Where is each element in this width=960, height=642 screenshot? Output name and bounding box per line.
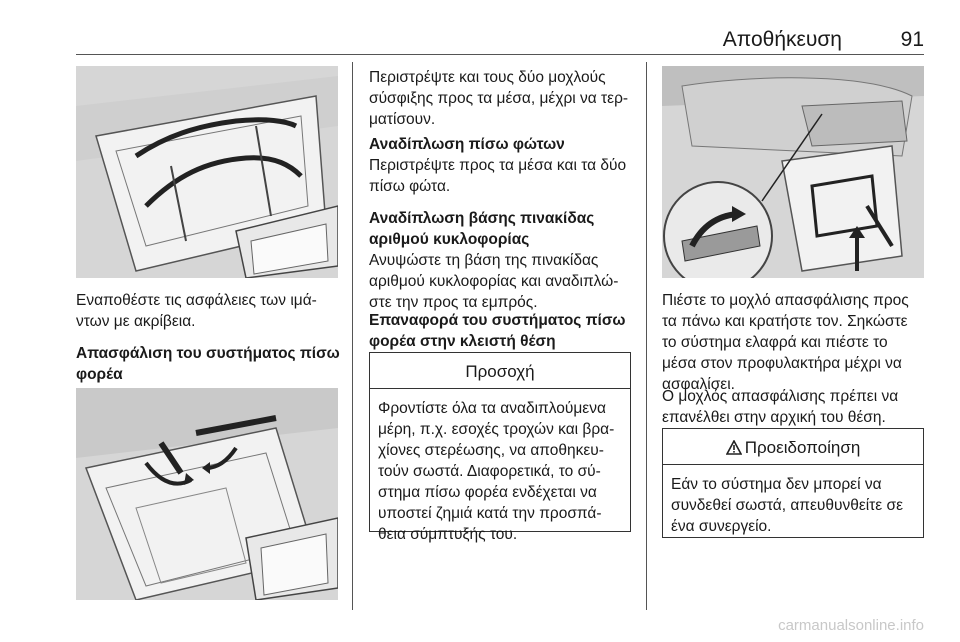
warning-triangle-icon — [726, 440, 742, 455]
left-paragraph-1: Εναποθέστε τις ασφάλειες των ιμά- ντων με ακρίβεια. — [76, 292, 317, 330]
column-divider-2 — [646, 62, 647, 610]
middle-paragraph-2: Περιστρέψτε προς τα μέσα και τα δύο πίσω φώτα. — [369, 157, 627, 195]
warning-box — [662, 428, 924, 538]
middle-paragraph-3: Ανυψώστε τη βάση της πινακίδας αριθμού κυκλοφορίας και αναδιπλώ- στε την προς τα εμπρός. — [369, 252, 619, 311]
left-heading-unlock: Απασφάλιση του συστήματος πίσω φορέα — [76, 345, 340, 383]
figure-straps-stowed — [76, 66, 338, 278]
middle-paragraph-1: Περιστρέψτε και τους δύο μοχλούς σύσφιξης προς τα μέσα, μέχρι να τερ- ματίσουν. — [369, 69, 629, 128]
figure-release-lever — [662, 66, 924, 278]
middle-heading-return: Επαναφορά του συστήματος πίσω φορέα στην κλειστή θέση — [369, 312, 626, 350]
caution-box — [369, 352, 631, 543]
warning-header — [663, 429, 923, 465]
page-header-title: Αποθήκευση — [722, 28, 842, 51]
middle-heading-plate: Αναδίπλωση βάσης πινακίδας αριθμού κυκλοφορίας — [369, 210, 595, 248]
caution-title: Προσοχή — [370, 353, 630, 389]
footer-watermark[interactable]: carmanualsonline.info — [778, 617, 924, 634]
header-rule — [76, 54, 924, 55]
figure-lever-rotate — [76, 388, 338, 600]
warning-title: Προειδοποίηση — [744, 438, 861, 457]
caution-body: Φροντίστε όλα τα αναδιπλούμενα μέρη, π.χ. εσοχές τροχών και βρα- χίονες στερέωσης, να αποθηκευ- τούν σωστά. Διαφορετικά, το σύ- στημα πίσω φορέα ενδέχεται να υποστεί ζημιά κατά την προσπά- θεια σύμπτυξής του. — [378, 400, 615, 543]
warning-body: Εάν το σύστημα δεν μπορεί να συνδεθεί σωστά, απευθυνθείτε σε ένα συνεργείο. — [671, 476, 904, 535]
middle-heading-taillights: Αναδίπλωση πίσω φώτων — [369, 136, 565, 153]
column-divider-1 — [352, 62, 353, 610]
right-paragraph-1: Πιέστε το μοχλό απασφάλισης προς τα πάνω και κρατήστε τον. Σηκώστε το σύστημα ελαφρά και πιέστε το μέσα στον προφυλακτήρα μέχρι να ασφαλίσει. — [662, 292, 909, 393]
right-paragraph-2: Ο μοχλός απασφάλισης πρέπει να επανέλθει στην αρχική του θέση. — [662, 388, 899, 426]
page-number: 91 — [900, 28, 924, 51]
